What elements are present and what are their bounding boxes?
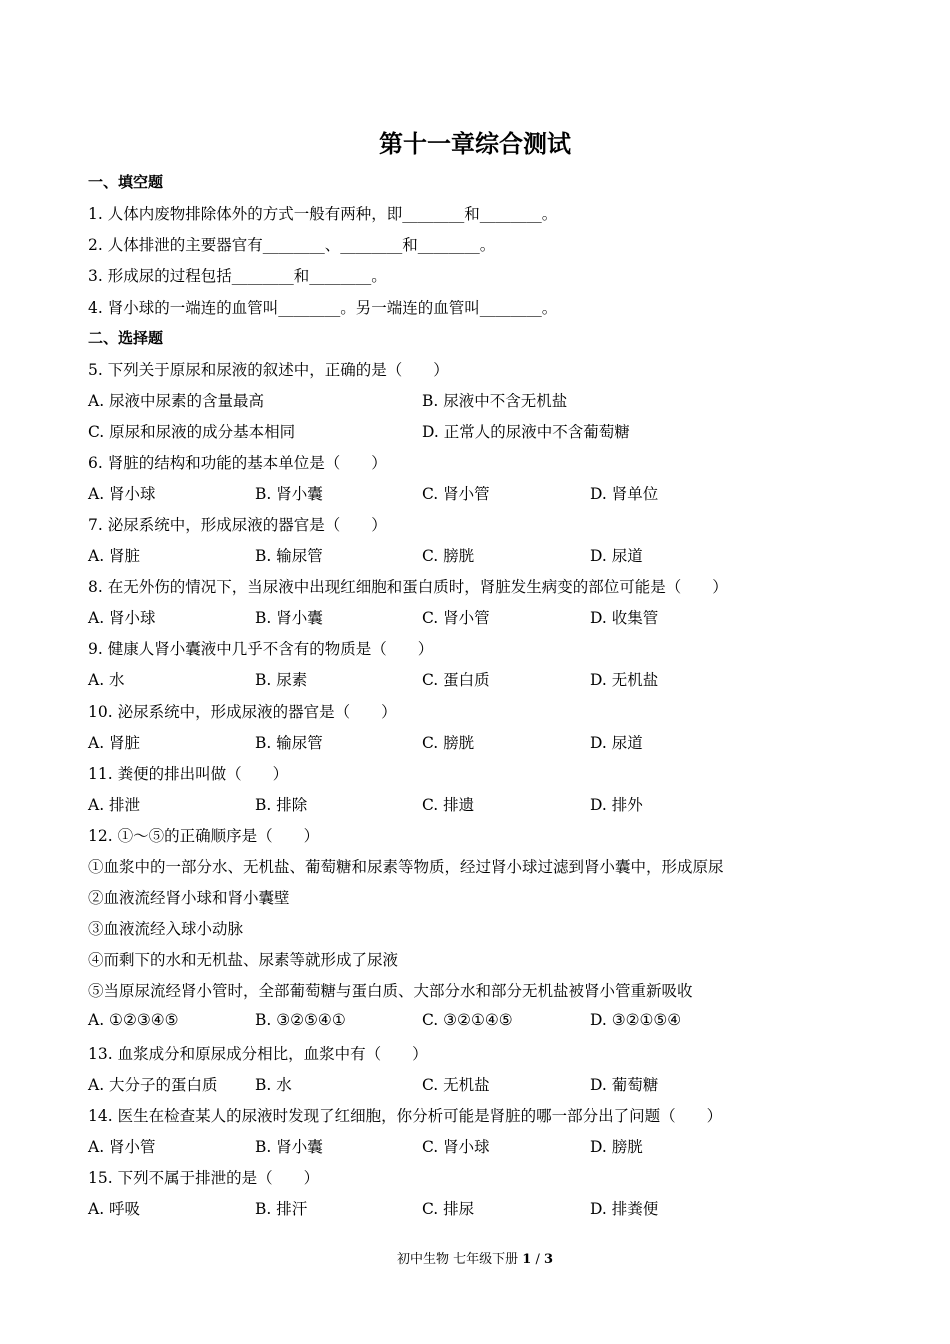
question-8-option-b: B. 肾小囊: [255, 609, 323, 627]
question-14-option-a: A. 肾小管: [88, 1138, 156, 1156]
question-5-option-d: D. 正常人的尿液中不含葡萄糖: [422, 423, 630, 441]
question-6-option-d: D. 肾单位: [590, 485, 659, 503]
question-6-option-b: B. 肾小囊: [255, 485, 323, 503]
question-5-option-a: A. 尿液中尿素的含量最高: [88, 392, 265, 410]
question-12-stem: 12. ①～⑤的正确顺序是（ ）: [88, 827, 320, 845]
question-14-stem: 14. 医生在检查某人的尿液时发现了红细胞，你分析可能是肾脏的哪一部分出了问题（ ）: [88, 1107, 723, 1125]
question-13-option-a: A. 大分子的蛋白质: [88, 1076, 218, 1094]
question-7-option-a: A. 肾脏: [88, 547, 141, 565]
question-13-option-c: C. 无机盐: [422, 1076, 490, 1094]
question-14-option-d: D. 膀胱: [590, 1138, 643, 1156]
question-9-option-b: B. 尿素: [255, 671, 308, 689]
question-12-statement-4: ④而剩下的水和无机盐、尿素等就形成了尿液: [88, 951, 399, 969]
question-5-option-b: B. 尿液中不含无机盐: [422, 392, 568, 410]
question-14-option-b: B. 肾小囊: [255, 1138, 323, 1156]
question-6-option-c: C. 肾小管: [422, 485, 490, 503]
question-13-stem: 13. 血浆成分和原尿成分相比，血浆中有（ ）: [88, 1045, 428, 1063]
question-14-option-c: C. 肾小球: [422, 1138, 490, 1156]
question-12-option-d: D. ③②①⑤④: [590, 1011, 682, 1029]
question-11-option-c: C. 排遗: [422, 796, 475, 814]
question-11-option-d: D. 排外: [590, 796, 643, 814]
question-12-option-b: B. ③②⑤④①: [255, 1011, 346, 1029]
footer-separator: /: [535, 1252, 540, 1267]
footer-page-total: 3: [543, 1252, 554, 1267]
question-10-option-b: B. 输尿管: [255, 734, 323, 752]
question-6-option-a: A. 肾小球: [88, 485, 156, 503]
fill-question-1: 1. 人体内废物排除体外的方式一般有两种，即________和________。: [88, 205, 558, 223]
page-title: 第十一章综合测试: [379, 130, 571, 158]
question-12-option-a: A. ①②③④⑤: [88, 1011, 179, 1029]
question-15-option-d: D. 排粪便: [590, 1200, 659, 1218]
question-9-option-d: D. 无机盐: [590, 671, 659, 689]
question-7-option-c: C. 膀胱: [422, 547, 475, 565]
fill-question-4: 4. 肾小球的一端连的血管叫________。另一端连的血管叫________。: [88, 299, 558, 317]
question-5-stem: 5. 下列关于原尿和尿液的叙述中，正确的是（ ）: [88, 361, 449, 379]
page-footer: [0, 1248, 950, 1267]
question-11-option-a: A. 排泄: [88, 796, 141, 814]
question-8-option-d: D. 收集管: [590, 609, 659, 627]
question-5-option-c: C. 原尿和尿液的成分基本相同: [88, 423, 296, 441]
question-10-option-d: D. 尿道: [590, 734, 643, 752]
question-15-stem: 15. 下列不属于排泄的是（ ）: [88, 1169, 320, 1187]
question-13-option-b: B. 水: [255, 1076, 292, 1094]
question-9-option-a: A. 水: [88, 671, 125, 689]
question-12-option-c: C. ③②①④⑤: [422, 1011, 513, 1029]
question-10-stem: 10. 泌尿系统中，形成尿液的器官是（ ）: [88, 703, 397, 721]
question-10-option-a: A. 肾脏: [88, 734, 141, 752]
question-15-option-b: B. 排汗: [255, 1200, 308, 1218]
question-8-stem: 8. 在无外伤的情况下，当尿液中出现红细胞和蛋白质时，肾脏发生病变的部位可能是（ ）: [88, 578, 728, 596]
question-8-option-a: A. 肾小球: [88, 609, 156, 627]
question-15-option-c: C. 排尿: [422, 1200, 475, 1218]
question-9-stem: 9. 健康人肾小囊液中几乎不含有的物质是（ ）: [88, 640, 434, 658]
question-12-statement-2: ②血液流经肾小球和肾小囊壁: [88, 889, 290, 907]
footer-page-number: 1: [522, 1252, 532, 1267]
question-6-stem: 6. 肾脏的结构和功能的基本单位是（ ）: [88, 454, 387, 472]
question-13-option-d: D. 葡萄糖: [590, 1076, 659, 1094]
question-12-statement-3: ③血液流经入球小动脉: [88, 920, 244, 938]
question-8-option-c: C. 肾小管: [422, 609, 490, 627]
section-heading-fill: 一、填空题: [88, 173, 164, 191]
question-7-stem: 7. 泌尿系统中，形成尿液的器官是（ ）: [88, 516, 387, 534]
question-15-option-a: A. 呼吸: [88, 1200, 141, 1218]
question-12-statement-5: ⑤当原尿流经肾小管时，全部葡萄糖与蛋白质、大部分水和部分无机盐被肾小管重新吸收: [88, 982, 693, 1000]
fill-question-2: 2. 人体排泄的主要器官有________、________和________。: [88, 236, 496, 254]
fill-question-3: 3. 形成尿的过程包括________和________。: [88, 267, 387, 285]
question-12-statement-1: ①血浆中的一部分水、无机盐、葡萄糖和尿素等物质，经过肾小球过滤到肾小囊中，形成原尿: [88, 858, 724, 876]
question-9-option-c: C. 蛋白质: [422, 671, 490, 689]
question-11-option-b: B. 排除: [255, 796, 308, 814]
question-11-stem: 11. 粪便的排出叫做（ ）: [88, 765, 289, 783]
question-10-option-c: C. 膀胱: [422, 734, 475, 752]
footer-label: 初中生物 七年级下册: [396, 1252, 519, 1267]
question-7-option-d: D. 尿道: [590, 547, 643, 565]
question-7-option-b: B. 输尿管: [255, 547, 323, 565]
section-heading-choice: 二、选择题: [88, 329, 164, 347]
